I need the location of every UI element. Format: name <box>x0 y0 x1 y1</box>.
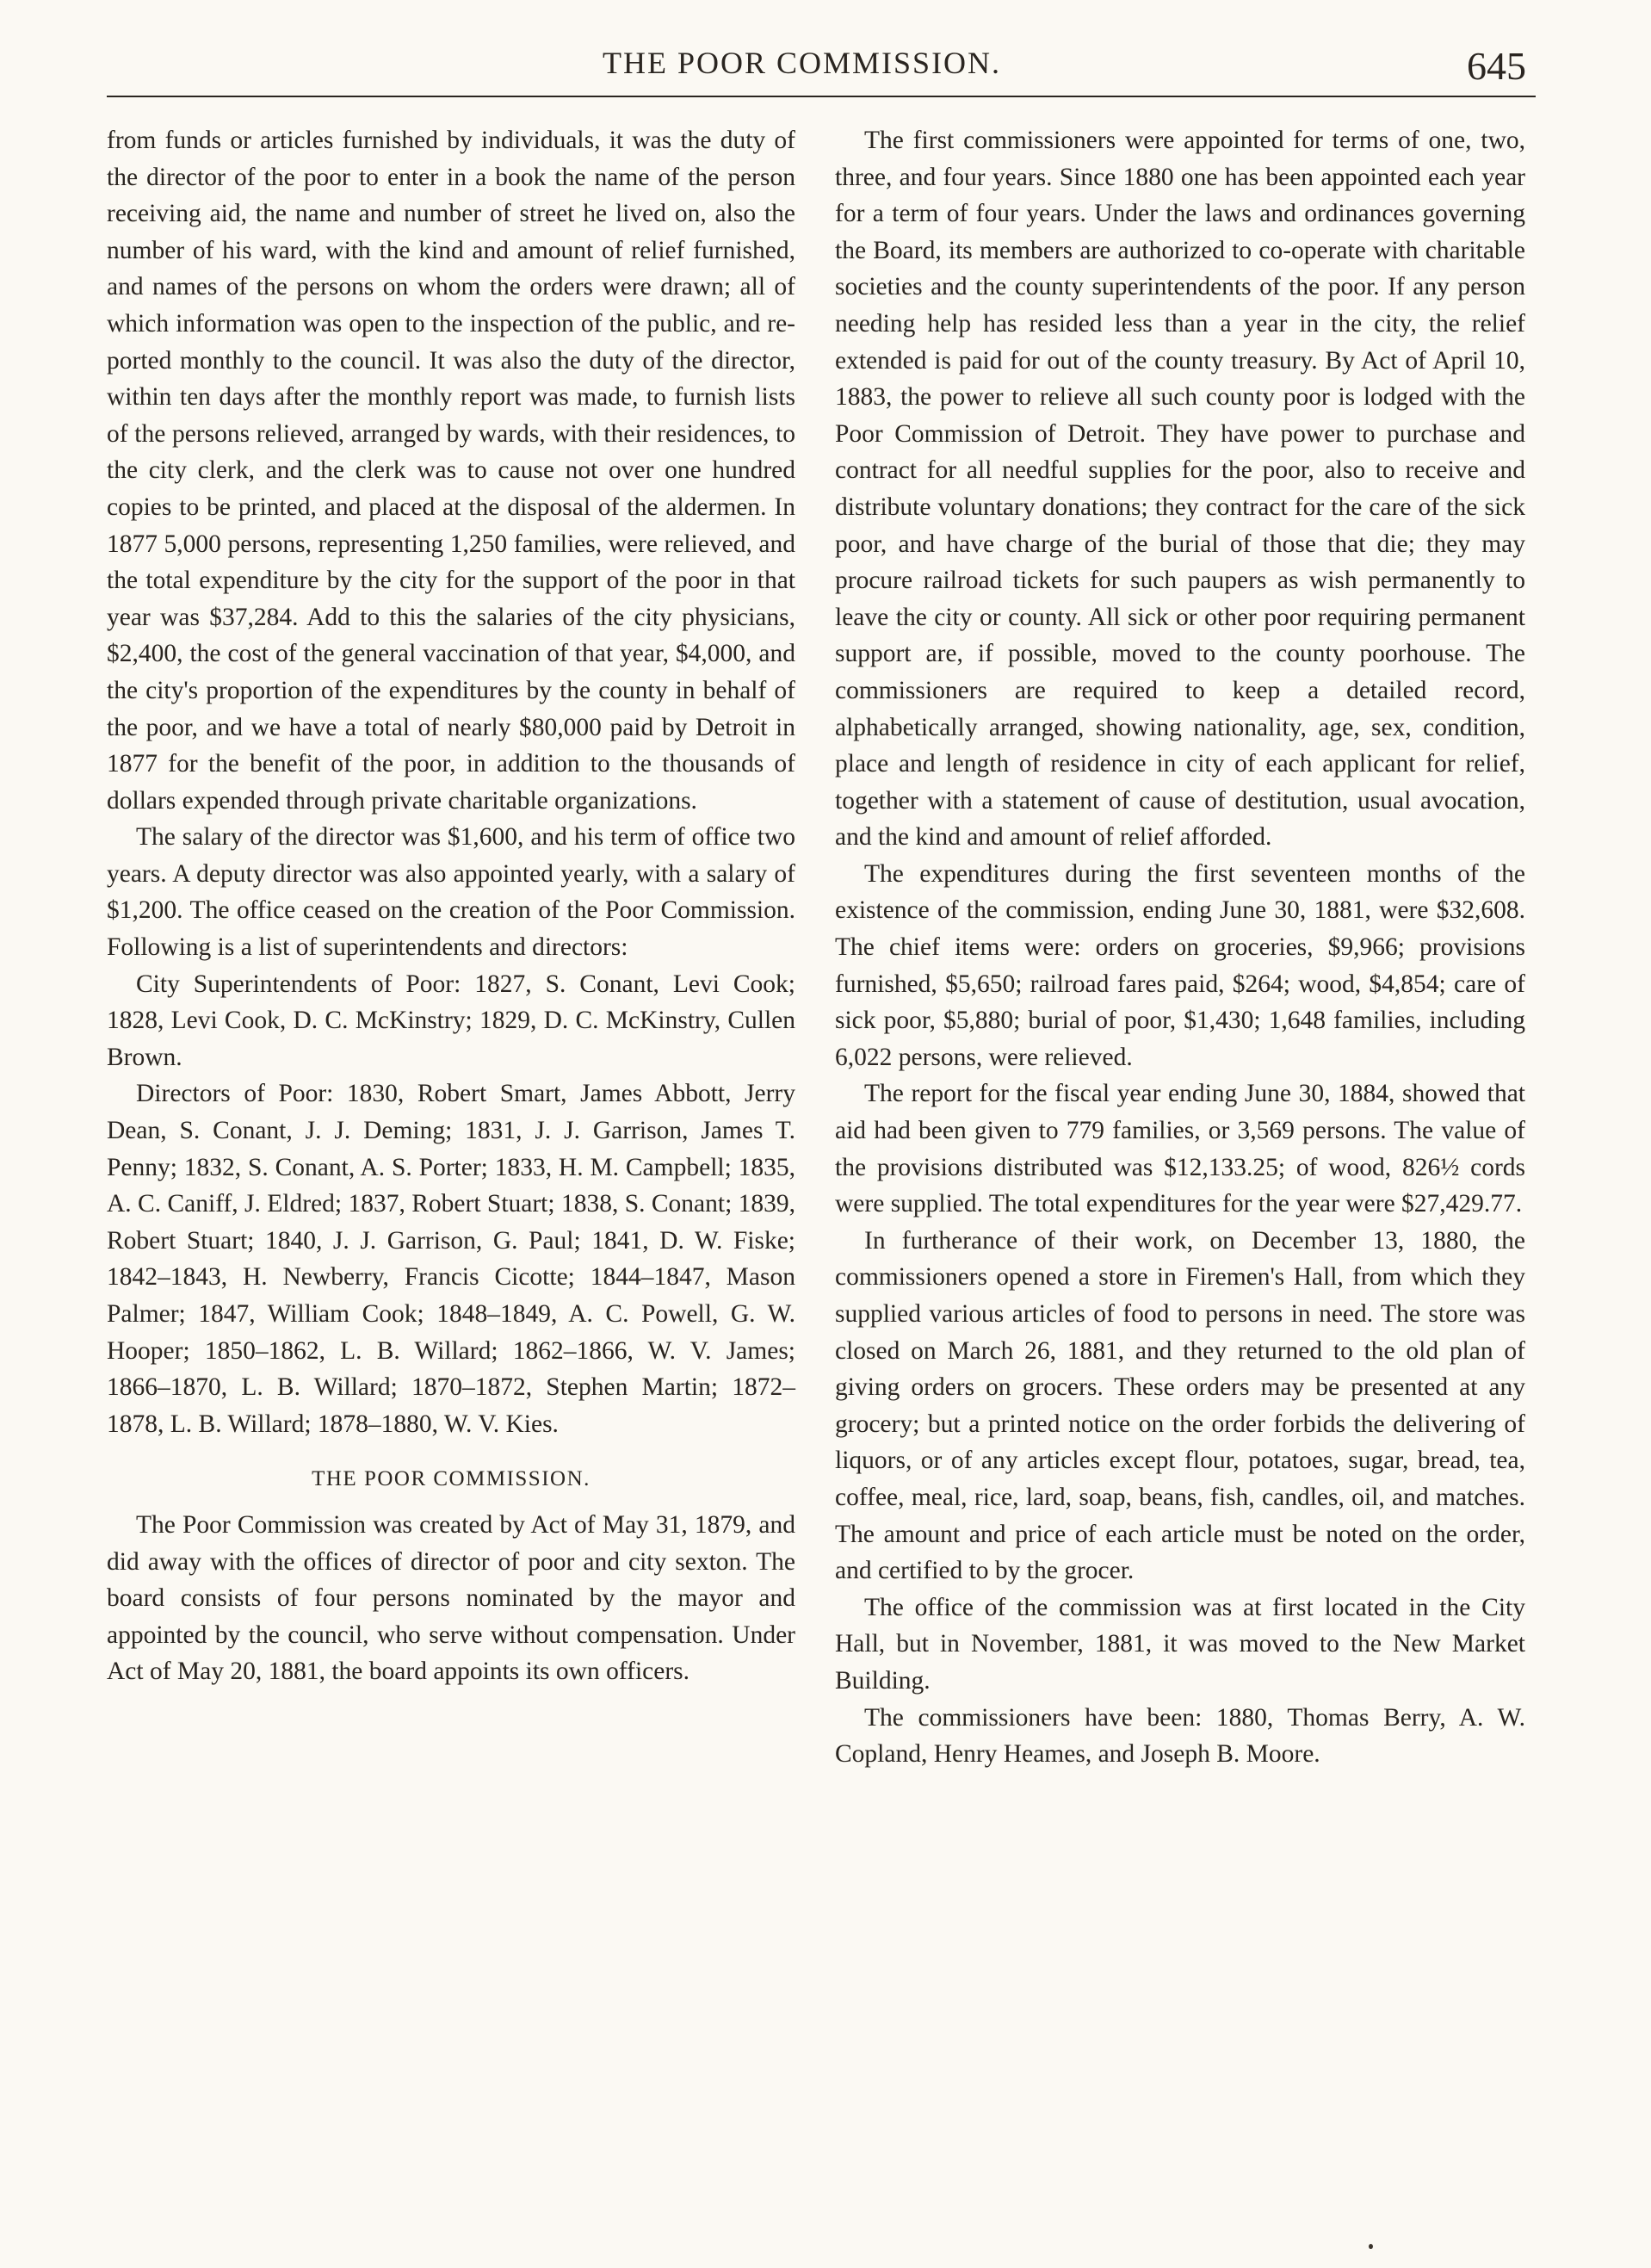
section-heading: THE POOR COMMISSION. <box>312 1467 591 1491</box>
left-column <box>107 122 795 1690</box>
ink-speck <box>1369 2244 1373 2249</box>
paragraph-directors-of-poor: Directors of Poor: 1830, Robert Smart, James Abbott, Jerry Dean, S. Conant, J. J. Deming; 1831, J. J. Garrison, James T. Penny; 1832, S. Conant, A. S. Porter; 1833, H. M. Campbell; 1835, A. C. Caniff, J. Eldred; 1837, Robert Stuart; 1838, S. Conant; 1839, Robert Stuart; 1840, J. J. Garrison, G. Paul; 1841, D. W. Fiske; 1842–1843, H. Newberry, Francis Cicotte; 1844–1847, Mason Palmer; 1847, William Cook; 1848–1849, A. C. Powell, G. W. Hooper; 1850–1862, L. B. Willard; 1862–1866, W. V. James; 1866–1870, L. B. Willard; 1870–1872, Stephen Martin; 1872–1878, L. B. Willard; 1878–1880, W. V. Kies. <box>107 1080 796 1438</box>
paragraph-first-commissioners: The first commissioners were appointed for terms of one, two, three, and four years. Since 1880 one has been appointed each year for a term of four years. Under the laws and ordinances governing the Board, its members are authorized to co-operate with charitable societies and the county superintendents of the poor. If any person needing help has resided less than a year in the city, the relief extended is paid for out of the county treasury. By Act of April 10, 1883, the power to relieve all such county poor is lodged with the Poor Commission of Detroit. They have power to purchase and contract for all needful supplies for the poor, also to receive and distribute voluntary donations; they contract for the care of the sick poor, and have charge of the burial of those that die; they may procure railroad tickets for such paupers as wish permanently to leave the city or county. All sick or other poor requiring permanent support are, if possible, moved to the county poorhouse. The commissioners are required to keep a detailed record, alphabetically arranged, showing nationality, age, sex, condition, place and length of residence in city of each applicant for relief, together with a statement of cause of destitution, usual avocation, and the kind and amount of relief afforded. <box>835 127 1525 852</box>
paragraph-city-superintendents: City Superintendents of Poor: 1827, S. Conant, Levi Cook; 1828, Levi Cook, D. C. McKinstry; 1829, D. C. McKinstry, Cullen Brown. <box>107 970 795 1071</box>
paragraph-expenditures: The expenditures during the first seventeen months of the existence of the commission, ending June 30, 1881, were $32,608. The chief items were: orders on groceries, $9,966; provisions furnished, $5,650; railroad fares paid, $264; wood, $4,854; care of sick poor, $5,880; burial of poor, $1,430; 1,648 families, including 6,022 persons, were relieved. <box>835 859 1525 1071</box>
header-rule <box>107 96 1536 97</box>
paragraph-director-salary: The salary of the director was $1,600, and his term of office two years. A deputy director was also appointed yearly, with a salary of $1,200. The office ceased on the creation of the Poor Commission. Following is a list of superintendents and directors: <box>107 823 795 962</box>
paragraph-store: In furtherance of their work, on December 13, 1880, the commissioners opened a store in Firemen's Hall, from which they supplied various articles of food to persons in need. The store was closed on March 26, 1881, and they returned to the old plan of giving orders on grocers. These orders may be presented at any grocery; but a printed notice on the order forbids the delivering of liquors, or of any articles except flour, potatoes, sugar, bread, tea, coffee, meal, rice, lard, soap, beans, fish, candles, oil, and matches. The amount and price of each article must be noted on the order, and certified to by the grocer. <box>835 1226 1525 1585</box>
page-number: 645 <box>1467 44 1526 88</box>
paragraph-commission-created: The Poor Commission was created by Act of May 31, 1879, and did away with the offices of director of poor and city sexton. The board consists of four persons nominated by the mayor and appointed by the council, who serve without compensation. Under Act of May 20, 1881, the board appoints its own officers. <box>107 1510 795 1686</box>
paragraph-continued: from funds or articles furnished by individuals, it was the duty of the director of the poor to enter in a book the name of the person receiving aid, the name and number of street he lived on, also the number of his ward, with the kind and amount of relief furnished, and names of the persons on whom the orders were drawn; all of which information was open to the inspection of the public, and reported monthly to the council. It was also the duty of the director, within ten days after the monthly report was made, to furnish lists of the persons relieved, arranged by wards, with their residences, to the city clerk, and the clerk was to cause not over one hundred copies to be printed, and placed at the disposal of the aldermen. In 1877 5,000 persons, representing 1,250 families, were relieved, and the total expenditure by the city for the support of the poor in that year was $37,284. Add to this the salaries of the city physicians, $2,400, the cost of the general vaccination of that year, $4,000, and the city's proportion of the expenditures by the county in behalf of the poor, and we have a total of nearly $80,000 paid by Detroit in 1877 for the benefit of the poor, in addition to the thousands of dollars expended through private charitable organizations. <box>107 127 795 815</box>
running-head: THE POOR COMMISSION. <box>603 46 1002 80</box>
paragraph-fiscal-report: The report for the fiscal year ending June 30, 1884, showed that aid had been given to 779 families, or 3,569 persons. The value of the provisions distributed was $12,133.25; of wood, 826½ cords were supplied. The total expenditures for the year were $27,429.77. <box>835 1080 1525 1218</box>
paragraph-office-location: The office of the commission was at first located in the City Hall, but in November, 1881, it was moved to the New Market Building. <box>835 1593 1525 1695</box>
right-column <box>835 122 1525 1773</box>
paragraph-commissioners-list: The commissioners have been: 1880, Thomas Berry, A. W. Copland, Henry Heames, and Joseph B. Moore. <box>835 1703 1525 1769</box>
